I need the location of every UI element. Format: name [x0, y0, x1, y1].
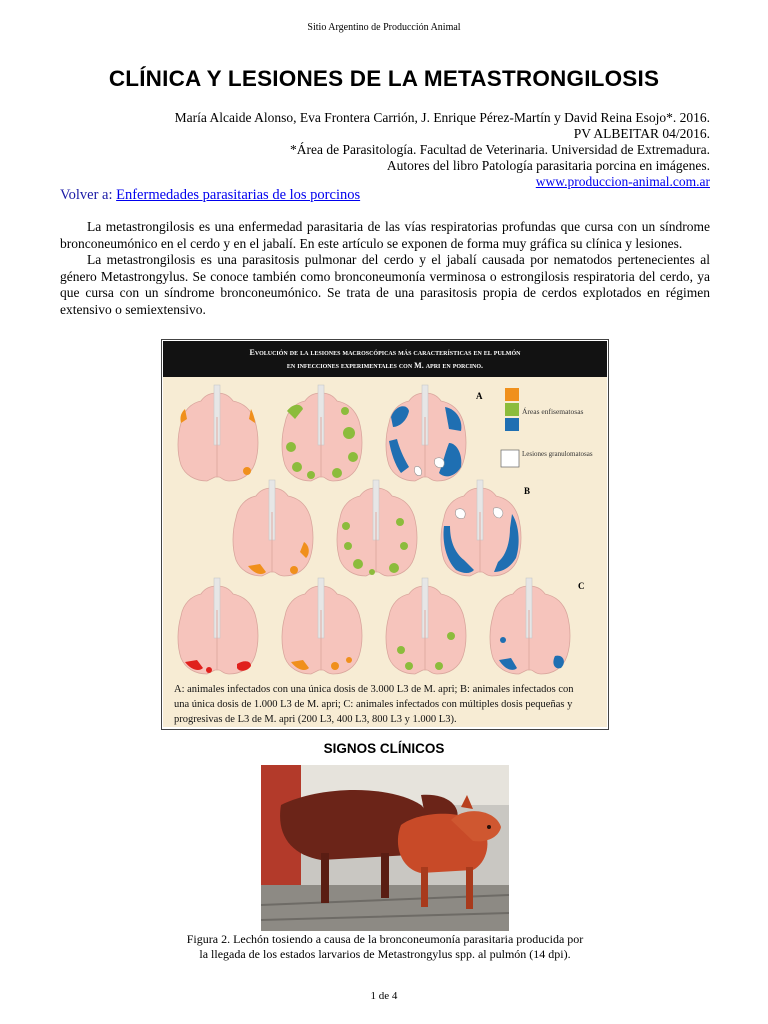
row-label-b: B: [524, 486, 531, 496]
figure2-caption: [160, 932, 610, 962]
lung-b1: [233, 480, 313, 576]
back-prefix: Volver a:: [60, 187, 113, 203]
page-title: CLÍNICA Y LESIONES DE LA METASTRONGILOSIS: [108, 66, 660, 91]
paragraph-definition: La metastrongilosis es una parasitosis pulmonar del cerdo y el jabalí causada por nematodos pertenecientes al género Metastrongylus. Se conoce también como bronconeumonía verminosa o estrongilosis respiratoria del cerdo, ya que cursa con un síndrome bronconeumónico. Se trata de una parasitosis propia de cerdos explotados en régimen extensivo o semiextensivo.: [60, 252, 710, 317]
figure-legend: [501, 388, 593, 467]
article-body: [60, 219, 710, 318]
back-link[interactable]: Enfermedades parasitarias de los porcinos: [116, 187, 361, 203]
legend-orange-swatch: [505, 388, 519, 401]
paragraph-intro: La metastrongilosis es una enfermedad parasitaria de las vías respiratorias profundas que cursa con un síndrome bronconeumónico en el cerdo y en el jabalí. En este artículo se exponen de forma muy gráfica su clínica y lesiones.: [60, 219, 710, 251]
lung-b3: [441, 480, 521, 576]
lung-c2: [282, 578, 362, 674]
figure2-caption-line-2: la llegada de los estados larvarios de Metastrongylus spp. al pulmón (14 dpi).: [199, 947, 571, 961]
legend-blue-swatch: [505, 418, 519, 431]
legend-granulomas-label: Lesiones granulomatosas: [522, 450, 593, 458]
lung-c4: [490, 578, 570, 674]
piglets-illustration: [261, 765, 509, 931]
figure2-caption-line-1: Figura 2. Lechón tosiendo a causa de la bronconeumonía parasitaria producida por: [186, 932, 584, 946]
lung-diagrams: [162, 340, 608, 729]
lung-a3: [386, 385, 466, 481]
banner-line-2: en infecciones experimentales con M. apri en porcino.: [286, 361, 484, 370]
row-a-lungs: [178, 385, 466, 481]
row-c-lungs: [178, 578, 570, 674]
authors-line: María Alcaide Alonso, Eva Frontera Carrión, J. Enrique Pérez-Martín y David Reina Esojo*. 2016.: [174, 110, 710, 125]
legend-white-swatch: [501, 450, 519, 467]
lung-lesions-figure: [161, 339, 609, 730]
site-header: Sitio Argentino de Producción Animal: [307, 22, 461, 33]
row-b-lungs: [233, 480, 521, 576]
piglets-photo: [261, 765, 509, 931]
website-link[interactable]: www.produccion-animal.com.ar: [535, 174, 710, 189]
figure1-caption-line-1: A: animales infectados con una única dosis de 3.000 L3 de M. apri; B: animales infectados con: [174, 684, 574, 695]
journal-line: PV ALBEITAR 04/2016.: [573, 126, 710, 141]
lung-c1: [178, 578, 258, 674]
book-line: Autores del libro Patología parasitaria porcina en imágenes.: [386, 158, 710, 173]
figure1-caption-line-3: progresivas de L3 de M. apri (200 L3, 400 L3, 800 L3 y 1.000 L3).: [174, 714, 457, 725]
legend-green-swatch: [505, 403, 519, 416]
row-label-a: A: [476, 391, 483, 401]
page-number: 1 de 4: [370, 990, 398, 1002]
legend-enfisema-label: Áreas enfisematosas: [522, 407, 584, 416]
section-title-signs: SIGNOS CLÍNICOS: [323, 741, 445, 756]
authors-block: [70, 110, 710, 190]
lung-a1: [178, 385, 258, 481]
affiliation-line: *Área de Parasitología. Facultad de Veterinaria. Universidad de Extremadura.: [290, 142, 710, 157]
figure1-caption-line-2: una única dosis de 1.000 L3 de M. apri; C: animales infectados con múltiples dosis pequeñas y: [174, 699, 573, 710]
lung-a2: [282, 385, 362, 481]
lung-c3: [386, 578, 466, 674]
figure1-caption: [174, 684, 574, 725]
back-nav: [60, 187, 360, 204]
row-label-c: C: [578, 581, 585, 591]
banner-line-1: Evolución de la lesiones macroscópicas más características en el pulmón: [249, 348, 521, 357]
lung-b2: [337, 480, 417, 576]
